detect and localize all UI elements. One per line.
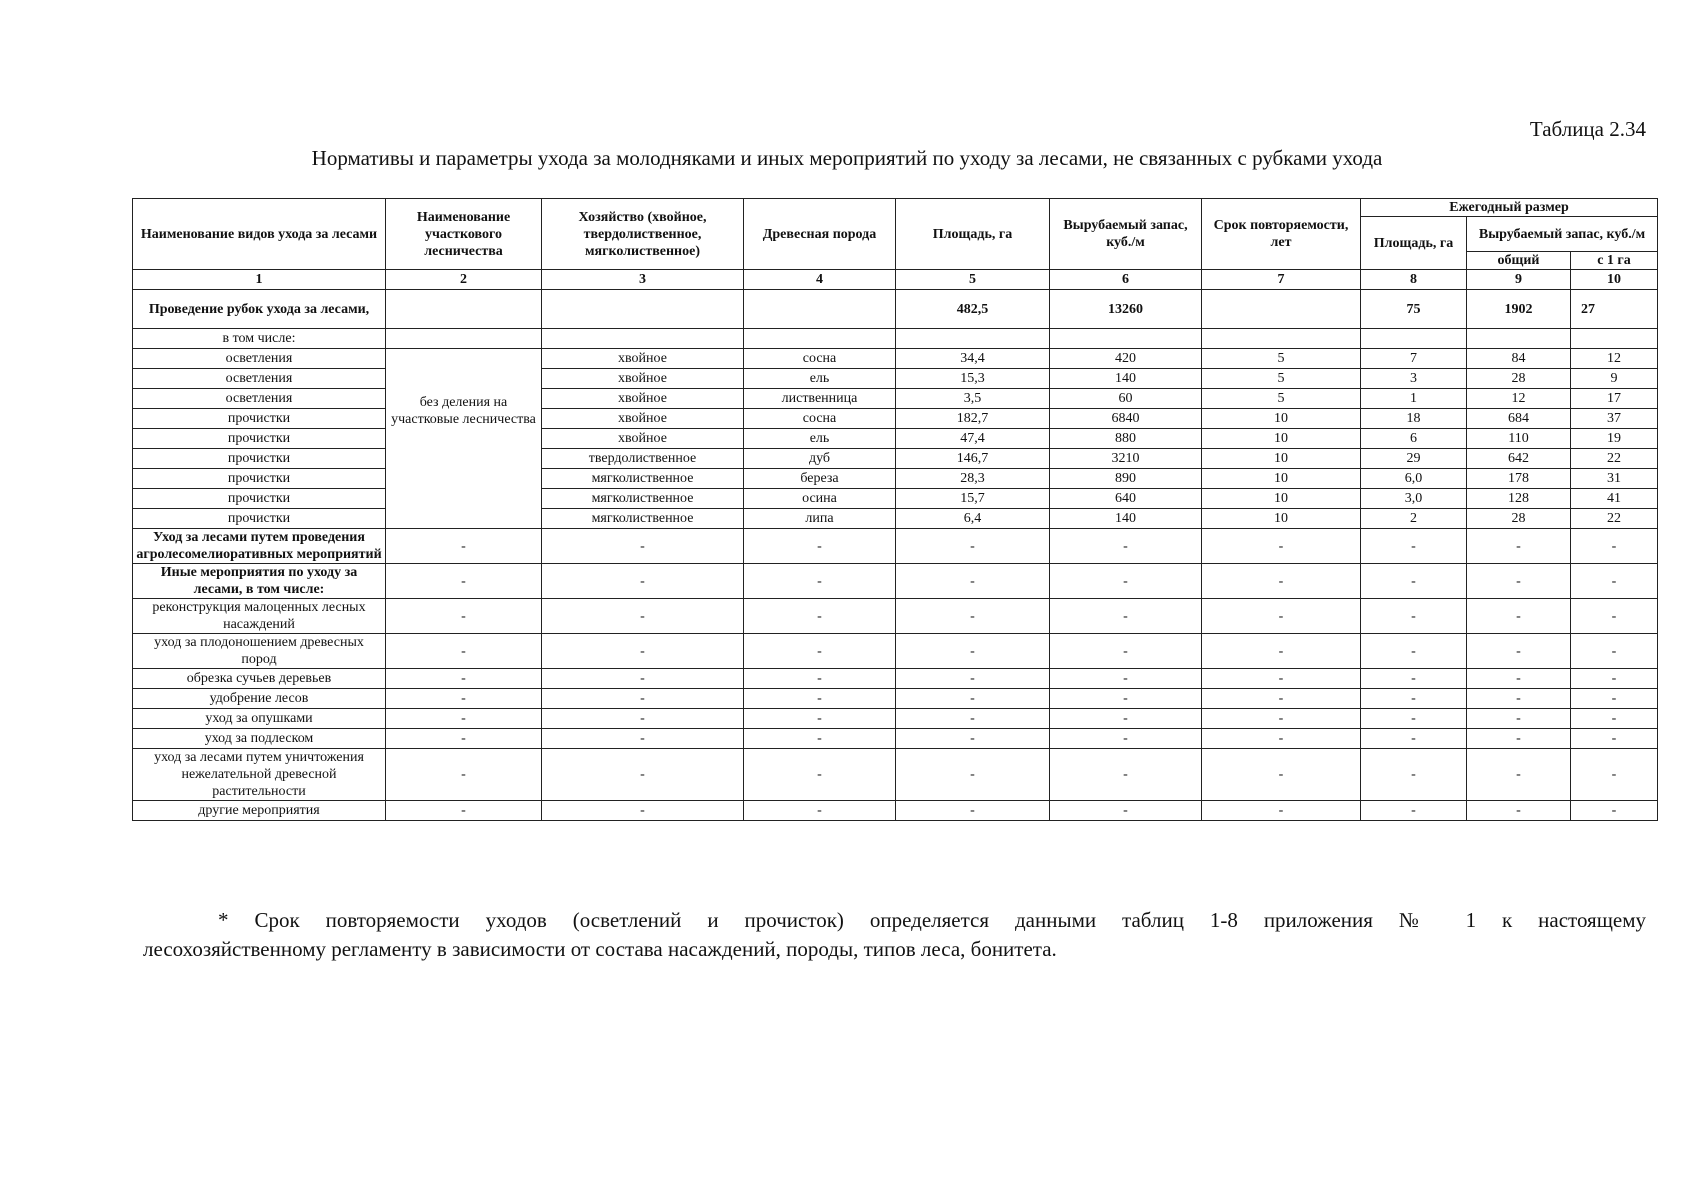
footnote-line-1: * Срок повторяемости уходов (осветлений и прочисток) определяется данными таблиц 1-8 приложения № 1 к настоящему xyxy=(218,908,1646,932)
row-annual-area: 6,0 xyxy=(1361,469,1467,489)
dash-cell: - xyxy=(542,564,744,599)
other-row xyxy=(133,564,1658,599)
other-row-name: уход за плодоношением древесных пород xyxy=(133,634,386,669)
column-number: 8 xyxy=(1361,270,1467,290)
summary-area: 482,5 xyxy=(896,290,1050,329)
row-annual-total: 28 xyxy=(1467,509,1571,529)
dash-cell: - xyxy=(1361,729,1467,749)
dash-cell: - xyxy=(744,749,896,801)
table-row xyxy=(133,389,1658,409)
row-annual-total: 128 xyxy=(1467,489,1571,509)
row-annual-area: 29 xyxy=(1361,449,1467,469)
row-annual-total: 684 xyxy=(1467,409,1571,429)
dash-cell: - xyxy=(542,749,744,801)
dash-cell: - xyxy=(1202,599,1361,634)
row-species: ель xyxy=(744,429,896,449)
row-name: осветления xyxy=(133,389,386,409)
row-farm: мягколиственное xyxy=(542,489,744,509)
dash-cell: - xyxy=(1571,529,1658,564)
row-annual-per-ha: 19 xyxy=(1571,429,1658,449)
row-period: 10 xyxy=(1202,469,1361,489)
column-number: 10 xyxy=(1571,270,1658,290)
column-number: 6 xyxy=(1050,270,1202,290)
row-farm: хвойное xyxy=(542,429,744,449)
dash-cell: - xyxy=(1202,749,1361,801)
row-area: 15,3 xyxy=(896,369,1050,389)
column-number: 4 xyxy=(744,270,896,290)
row-period: 10 xyxy=(1202,489,1361,509)
row-stock: 140 xyxy=(1050,509,1202,529)
header-total: общий xyxy=(1467,252,1571,270)
dash-cell: - xyxy=(1361,801,1467,821)
header-period: Срок повторяемости, лет xyxy=(1202,199,1361,270)
header-forestry: Наименование участкового лесничества xyxy=(386,199,542,270)
row-area: 3,5 xyxy=(896,389,1050,409)
table-row xyxy=(133,409,1658,429)
dash-cell: - xyxy=(1571,729,1658,749)
dash-cell: - xyxy=(1202,529,1361,564)
row-annual-total: 642 xyxy=(1467,449,1571,469)
dash-cell: - xyxy=(1571,634,1658,669)
header-annual-area: Площадь, га xyxy=(1361,217,1467,270)
dash-cell: - xyxy=(744,564,896,599)
row-stock: 140 xyxy=(1050,369,1202,389)
dash-cell: - xyxy=(1050,564,1202,599)
dash-cell: - xyxy=(1361,634,1467,669)
dash-cell: - xyxy=(744,669,896,689)
dash-cell: - xyxy=(1467,709,1571,729)
dash-cell: - xyxy=(1050,749,1202,801)
dash-cell: - xyxy=(386,749,542,801)
dash-cell: - xyxy=(1467,564,1571,599)
column-number: 5 xyxy=(896,270,1050,290)
dash-cell: - xyxy=(744,529,896,564)
row-annual-area: 6 xyxy=(1361,429,1467,449)
row-annual-per-ha: 41 xyxy=(1571,489,1658,509)
dash-cell: - xyxy=(1361,599,1467,634)
row-annual-area: 3 xyxy=(1361,369,1467,389)
dash-cell: - xyxy=(386,709,542,729)
dash-cell: - xyxy=(744,801,896,821)
column-number: 3 xyxy=(542,270,744,290)
row-area: 28,3 xyxy=(896,469,1050,489)
dash-cell: - xyxy=(1361,709,1467,729)
dash-cell: - xyxy=(744,599,896,634)
including-row xyxy=(133,329,1658,349)
header-per-ha: с 1 га xyxy=(1571,252,1658,270)
row-annual-per-ha: 17 xyxy=(1571,389,1658,409)
summary-name: Проведение рубок ухода за лесами, xyxy=(133,290,386,329)
dash-cell: - xyxy=(1050,529,1202,564)
dash-cell: - xyxy=(896,529,1050,564)
row-stock: 60 xyxy=(1050,389,1202,409)
dash-cell: - xyxy=(542,801,744,821)
other-row-name: другие мероприятия xyxy=(133,801,386,821)
forest-care-table xyxy=(132,198,1658,821)
header-work-type: Наименование видов ухода за лесами xyxy=(133,199,386,270)
dash-cell: - xyxy=(1202,634,1361,669)
row-name: прочистки xyxy=(133,449,386,469)
dash-cell: - xyxy=(1202,564,1361,599)
row-annual-per-ha: 31 xyxy=(1571,469,1658,489)
dash-cell: - xyxy=(1571,689,1658,709)
row-stock: 890 xyxy=(1050,469,1202,489)
other-row xyxy=(133,689,1658,709)
row-farm: хвойное xyxy=(542,409,744,429)
row-period: 10 xyxy=(1202,429,1361,449)
column-number: 1 xyxy=(133,270,386,290)
dash-cell: - xyxy=(542,669,744,689)
dash-cell: - xyxy=(1467,749,1571,801)
row-annual-total: 178 xyxy=(1467,469,1571,489)
other-row xyxy=(133,669,1658,689)
dash-cell: - xyxy=(1050,669,1202,689)
dash-cell: - xyxy=(896,749,1050,801)
row-farm: мягколиственное xyxy=(542,469,744,489)
other-row-name: уход за подлеском xyxy=(133,729,386,749)
header-area: Площадь, га xyxy=(896,199,1050,270)
header-species: Древесная порода xyxy=(744,199,896,270)
other-row-name: Иные мероприятия по уходу за лесами, в том числе: xyxy=(133,564,386,599)
dash-cell: - xyxy=(386,634,542,669)
dash-cell: - xyxy=(542,729,744,749)
row-species: ель xyxy=(744,369,896,389)
row-species: береза xyxy=(744,469,896,489)
dash-cell: - xyxy=(896,729,1050,749)
table-row xyxy=(133,369,1658,389)
dash-cell: - xyxy=(744,729,896,749)
dash-cell: - xyxy=(1050,599,1202,634)
row-annual-area: 3,0 xyxy=(1361,489,1467,509)
other-row xyxy=(133,709,1658,729)
row-area: 47,4 xyxy=(896,429,1050,449)
dash-cell: - xyxy=(1361,529,1467,564)
dash-cell: - xyxy=(1050,729,1202,749)
footnote-line-2: лесохозяйственному регламенту в зависимости от состава насаждений, породы, типов леса, бонитета. xyxy=(143,937,1057,961)
column-number-row xyxy=(133,270,1658,290)
dash-cell: - xyxy=(1202,689,1361,709)
dash-cell: - xyxy=(1202,729,1361,749)
forestry-note: без деления на участковые лесничества xyxy=(386,349,542,529)
dash-cell: - xyxy=(896,669,1050,689)
dash-cell: - xyxy=(1467,729,1571,749)
row-stock: 880 xyxy=(1050,429,1202,449)
dash-cell: - xyxy=(542,529,744,564)
footnote xyxy=(143,906,1646,964)
dash-cell: - xyxy=(386,599,542,634)
table-title: Нормативы и параметры ухода за молодняками и иных мероприятий по уходу за лесами, не связанных с рубками ухода xyxy=(311,146,1383,170)
column-number: 9 xyxy=(1467,270,1571,290)
dash-cell: - xyxy=(1571,709,1658,729)
table-number: Таблица 2.34 xyxy=(1529,117,1646,141)
summary-annual-per-ha: 27 xyxy=(1571,290,1658,329)
other-row xyxy=(133,801,1658,821)
row-species: осина xyxy=(744,489,896,509)
other-row xyxy=(133,634,1658,669)
dash-cell: - xyxy=(1467,599,1571,634)
dash-cell: - xyxy=(896,599,1050,634)
dash-cell: - xyxy=(1361,749,1467,801)
dash-cell: - xyxy=(386,801,542,821)
dash-cell: - xyxy=(542,709,744,729)
table-row xyxy=(133,429,1658,449)
row-annual-area: 2 xyxy=(1361,509,1467,529)
dash-cell: - xyxy=(386,669,542,689)
row-name: прочистки xyxy=(133,509,386,529)
dash-cell: - xyxy=(896,801,1050,821)
row-area: 146,7 xyxy=(896,449,1050,469)
dash-cell: - xyxy=(1202,709,1361,729)
row-species: сосна xyxy=(744,349,896,369)
dash-cell: - xyxy=(896,564,1050,599)
row-period: 10 xyxy=(1202,409,1361,429)
row-name: осветления xyxy=(133,349,386,369)
header-stock: Вырубаемый запас, куб./м xyxy=(1050,199,1202,270)
dash-cell: - xyxy=(1467,669,1571,689)
row-annual-total: 12 xyxy=(1467,389,1571,409)
row-annual-area: 7 xyxy=(1361,349,1467,369)
row-name: прочистки xyxy=(133,409,386,429)
table-row xyxy=(133,349,1658,369)
dash-cell: - xyxy=(1571,564,1658,599)
row-annual-total: 84 xyxy=(1467,349,1571,369)
column-number: 2 xyxy=(386,270,542,290)
row-area: 15,7 xyxy=(896,489,1050,509)
row-farm: мягколиственное xyxy=(542,509,744,529)
other-row-name: Уход за лесами путем проведения агролесомелиоративных мероприятий xyxy=(133,529,386,564)
table-row xyxy=(133,449,1658,469)
dash-cell: - xyxy=(1050,634,1202,669)
dash-cell: - xyxy=(542,634,744,669)
dash-cell: - xyxy=(386,729,542,749)
row-farm: хвойное xyxy=(542,369,744,389)
row-stock: 640 xyxy=(1050,489,1202,509)
row-annual-per-ha: 12 xyxy=(1571,349,1658,369)
column-number: 7 xyxy=(1202,270,1361,290)
row-annual-per-ha: 37 xyxy=(1571,409,1658,429)
dash-cell: - xyxy=(744,634,896,669)
other-row xyxy=(133,749,1658,801)
dash-cell: - xyxy=(1361,564,1467,599)
row-farm: хвойное xyxy=(542,389,744,409)
other-row-name: реконструкция малоценных лесных насаждений xyxy=(133,599,386,634)
row-area: 6,4 xyxy=(896,509,1050,529)
row-species: дуб xyxy=(744,449,896,469)
dash-cell: - xyxy=(1050,689,1202,709)
row-name: прочистки xyxy=(133,469,386,489)
row-area: 182,7 xyxy=(896,409,1050,429)
row-stock: 3210 xyxy=(1050,449,1202,469)
dash-cell: - xyxy=(744,709,896,729)
dash-cell: - xyxy=(1050,709,1202,729)
other-row-name: уход за опушками xyxy=(133,709,386,729)
dash-cell: - xyxy=(1467,634,1571,669)
dash-cell: - xyxy=(896,634,1050,669)
row-annual-per-ha: 22 xyxy=(1571,509,1658,529)
summary-stock: 13260 xyxy=(1050,290,1202,329)
other-row-name: уход за лесами путем уничтожения нежелательной древесной растительности xyxy=(133,749,386,801)
other-row-name: обрезка сучьев деревьев xyxy=(133,669,386,689)
row-annual-total: 28 xyxy=(1467,369,1571,389)
header-farm-type: Хозяйство (хвойное, твердолиственное, мягколиственное) xyxy=(542,199,744,270)
dash-cell: - xyxy=(1571,599,1658,634)
row-name: прочистки xyxy=(133,429,386,449)
table-row xyxy=(133,469,1658,489)
row-name: осветления xyxy=(133,369,386,389)
table-row xyxy=(133,489,1658,509)
dash-cell: - xyxy=(386,529,542,564)
dash-cell: - xyxy=(896,689,1050,709)
row-area: 34,4 xyxy=(896,349,1050,369)
row-period: 5 xyxy=(1202,389,1361,409)
dash-cell: - xyxy=(1467,801,1571,821)
dash-cell: - xyxy=(1571,801,1658,821)
other-row xyxy=(133,599,1658,634)
dash-cell: - xyxy=(386,689,542,709)
row-farm: твердолиственное xyxy=(542,449,744,469)
row-species: сосна xyxy=(744,409,896,429)
dash-cell: - xyxy=(1467,529,1571,564)
row-period: 5 xyxy=(1202,349,1361,369)
dash-cell: - xyxy=(896,709,1050,729)
dash-cell: - xyxy=(1050,801,1202,821)
row-annual-per-ha: 9 xyxy=(1571,369,1658,389)
summary-annual-area: 75 xyxy=(1361,290,1467,329)
dash-cell: - xyxy=(1467,689,1571,709)
dash-cell: - xyxy=(542,689,744,709)
dash-cell: - xyxy=(1361,669,1467,689)
row-annual-area: 18 xyxy=(1361,409,1467,429)
row-annual-per-ha: 22 xyxy=(1571,449,1658,469)
other-row xyxy=(133,729,1658,749)
row-species: лиственница xyxy=(744,389,896,409)
dash-cell: - xyxy=(1202,801,1361,821)
dash-cell: - xyxy=(1361,689,1467,709)
dash-cell: - xyxy=(1571,749,1658,801)
dash-cell: - xyxy=(542,599,744,634)
header-annual-stock: Вырубаемый запас, куб./м xyxy=(1467,217,1658,252)
row-period: 10 xyxy=(1202,509,1361,529)
row-annual-total: 110 xyxy=(1467,429,1571,449)
row-name: прочистки xyxy=(133,489,386,509)
summary-annual-total: 1902 xyxy=(1467,290,1571,329)
table-row xyxy=(133,509,1658,529)
dash-cell: - xyxy=(1202,669,1361,689)
summary-row xyxy=(133,290,1658,329)
row-farm: хвойное xyxy=(542,349,744,369)
row-annual-area: 1 xyxy=(1361,389,1467,409)
row-stock: 6840 xyxy=(1050,409,1202,429)
row-stock: 420 xyxy=(1050,349,1202,369)
other-row xyxy=(133,529,1658,564)
dash-cell: - xyxy=(1571,669,1658,689)
row-species: липа xyxy=(744,509,896,529)
other-row-name: удобрение лесов xyxy=(133,689,386,709)
including-label: в том числе: xyxy=(133,329,386,349)
header-annual: Ежегодный размер xyxy=(1361,199,1658,217)
dash-cell: - xyxy=(744,689,896,709)
dash-cell: - xyxy=(386,564,542,599)
row-period: 5 xyxy=(1202,369,1361,389)
row-period: 10 xyxy=(1202,449,1361,469)
